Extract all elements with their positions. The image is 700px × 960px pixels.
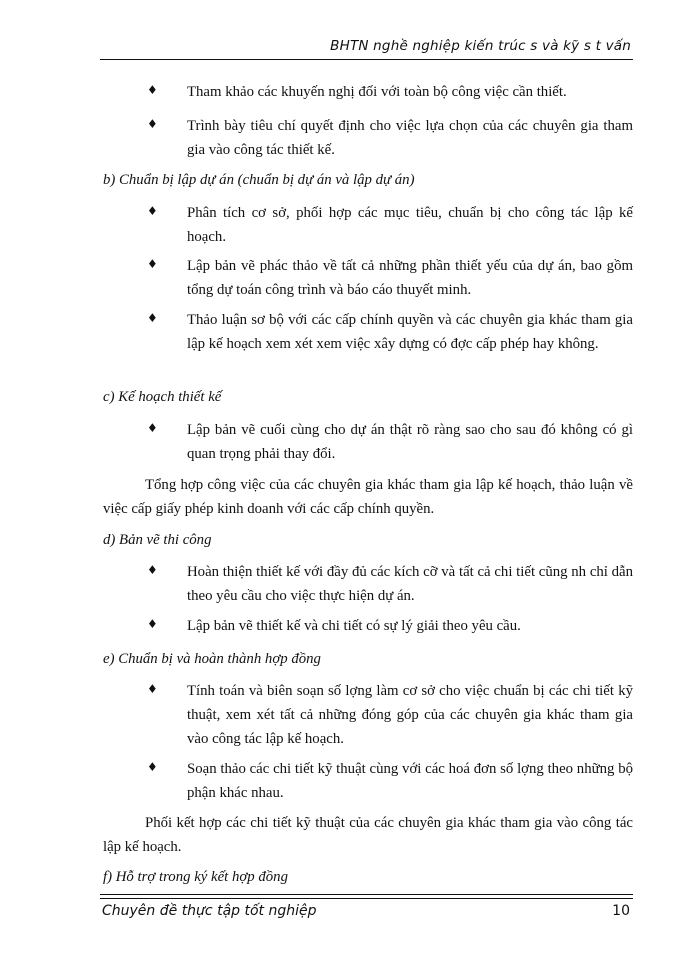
footer-rule xyxy=(100,894,633,895)
list-item: Phân tích cơ sở, phối hợp các mục tiêu, chuẩn bị cho công tác lập kế hoạch. xyxy=(187,205,633,245)
footer-rule xyxy=(100,898,633,899)
bullet-icon: ♦ xyxy=(147,257,158,271)
list-item: Trình bày tiêu chí quyết định cho việc lựa chọn của các chuyên gia tham gia vào công tác thiết kế. xyxy=(187,118,633,158)
bullet-icon: ♦ xyxy=(147,311,158,325)
section-heading-f: f) Hỗ trợ trong ký kết hợp đồng xyxy=(103,869,288,885)
header-title: BHTN nghề nghiệp kiến trúc s và kỹ s t vấn xyxy=(330,38,631,54)
section-heading-c: c) Kế hoạch thiết kế xyxy=(103,389,222,405)
page-number: 10 xyxy=(612,903,630,919)
bullet-icon: ♦ xyxy=(147,760,158,774)
bullet-icon: ♦ xyxy=(147,117,158,131)
list-item: Lập bản vẽ phác thảo về tất cả những phần thiết yếu của dự án, bao gồm tổng dự toán công trình và báo cáo thuyết minh. xyxy=(187,258,633,298)
bullet-icon: ♦ xyxy=(147,204,158,218)
section-heading-e: e) Chuẩn bị và hoàn thành hợp đồng xyxy=(103,651,321,667)
section-heading-b: b) Chuẩn bị lập dự án (chuẩn bị dự án và lập dự án) xyxy=(103,172,415,188)
list-item: Tính toán và biên soạn số lợng làm cơ sở cho việc chuẩn bị các chi tiết kỹ thuật, xem xét tất cả những đóng góp của các chuyên gia khác tham gia vào công tác lập kế hoạch. xyxy=(187,683,633,747)
paragraph: Tổng hợp công việc của các chuyên gia khác tham gia lập kế hoạch, thảo luận về việc cấp giấy phép kinh doanh với các cấp chính quyền. xyxy=(103,477,633,517)
bullet-icon: ♦ xyxy=(147,682,158,696)
list-item: Thảo luận sơ bộ với các cấp chính quyền và các chuyên gia khác tham gia lập kế hoạch xem xét xem việc xây dựng có đợc cấp phép hay không. xyxy=(187,312,633,352)
bullet-icon: ♦ xyxy=(147,563,158,577)
bullet-icon: ♦ xyxy=(147,617,158,631)
section-heading-d: d) Bản vẽ thi công xyxy=(103,532,212,548)
footer-title: Chuyên đề thực tập tốt nghiệp xyxy=(102,903,317,919)
paragraph: Phối kết hợp các chi tiết kỹ thuật của các chuyên gia khác tham gia vào công tác lập kế hoạch. xyxy=(103,815,633,855)
bullet-icon: ♦ xyxy=(147,83,158,97)
bullet-icon: ♦ xyxy=(147,421,158,435)
list-item: Soạn thảo các chi tiết kỹ thuật cùng với các hoá đơn số lợng theo những bộ phận khác nhau. xyxy=(187,761,633,801)
list-item: Tham khảo các khuyến nghị đối với toàn bộ công việc cần thiết. xyxy=(187,84,567,100)
list-item: Lập bản vẽ cuối cùng cho dự án thật rõ ràng sao cho sau đó không có gì quan trọng phải thay đổi. xyxy=(187,422,633,462)
list-item: Hoàn thiện thiết kế với đầy đủ các kích cỡ và tất cả chi tiết cũng nh chỉ dẫn theo yêu cầu cho việc thực hiện dự án. xyxy=(187,564,633,604)
list-item: Lập bản vẽ thiết kế và chi tiết có sự lý giải theo yêu cầu. xyxy=(187,618,521,634)
header-rule xyxy=(100,59,633,60)
